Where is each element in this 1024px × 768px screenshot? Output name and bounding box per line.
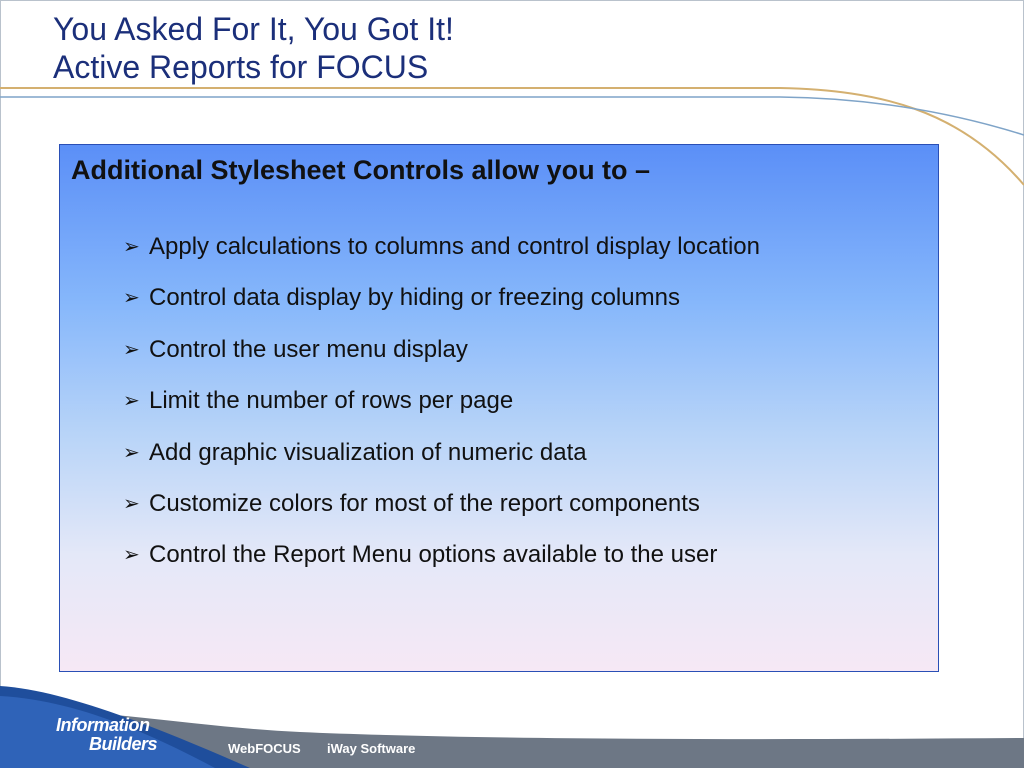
list-item <box>123 387 760 438</box>
information-builders-logo <box>56 716 157 754</box>
title-line-1: You Asked For It, You Got It! <box>53 11 454 47</box>
arrow-bullet-icon: ➢ <box>123 492 140 515</box>
content-box <box>59 144 939 672</box>
list-item <box>123 439 760 490</box>
bullet-text: Control data display by hiding or freezing columns <box>149 284 680 312</box>
logo-line-1: Information <box>56 715 150 735</box>
list-item <box>123 336 760 387</box>
list-item <box>123 233 760 284</box>
webfocus-label: WebFOCUS <box>228 741 301 756</box>
arrow-bullet-icon: ➢ <box>123 441 140 464</box>
iway-software-label: iWay Software <box>327 741 416 756</box>
bullet-list <box>123 233 760 593</box>
bullet-text: Add graphic visualization of numeric data <box>149 438 587 466</box>
content-heading: Additional Stylesheet Controls allow you to – <box>71 155 651 185</box>
bullet-text: Customize colors for most of the report components <box>149 489 700 517</box>
title-line-2: Active Reports for FOCUS <box>53 49 429 85</box>
bullet-text: Apply calculations to columns and control display location <box>149 233 761 260</box>
logo-line-2: Builders <box>89 734 158 754</box>
list-item <box>123 541 760 592</box>
arrow-bullet-icon: ➢ <box>123 338 140 361</box>
bullet-text: Limit the number of rows per page <box>149 387 514 415</box>
arrow-bullet-icon: ➢ <box>123 390 140 413</box>
blue-swoosh-line <box>0 97 1024 135</box>
list-item <box>123 284 760 335</box>
arrow-bullet-icon: ➢ <box>123 287 140 310</box>
list-item <box>123 490 760 541</box>
bullet-text: Control the user menu display <box>149 335 468 363</box>
arrow-bullet-icon: ➢ <box>123 236 140 258</box>
bullet-text: Control the Report Menu options available to the user <box>149 541 718 569</box>
arrow-bullet-icon: ➢ <box>123 544 140 567</box>
